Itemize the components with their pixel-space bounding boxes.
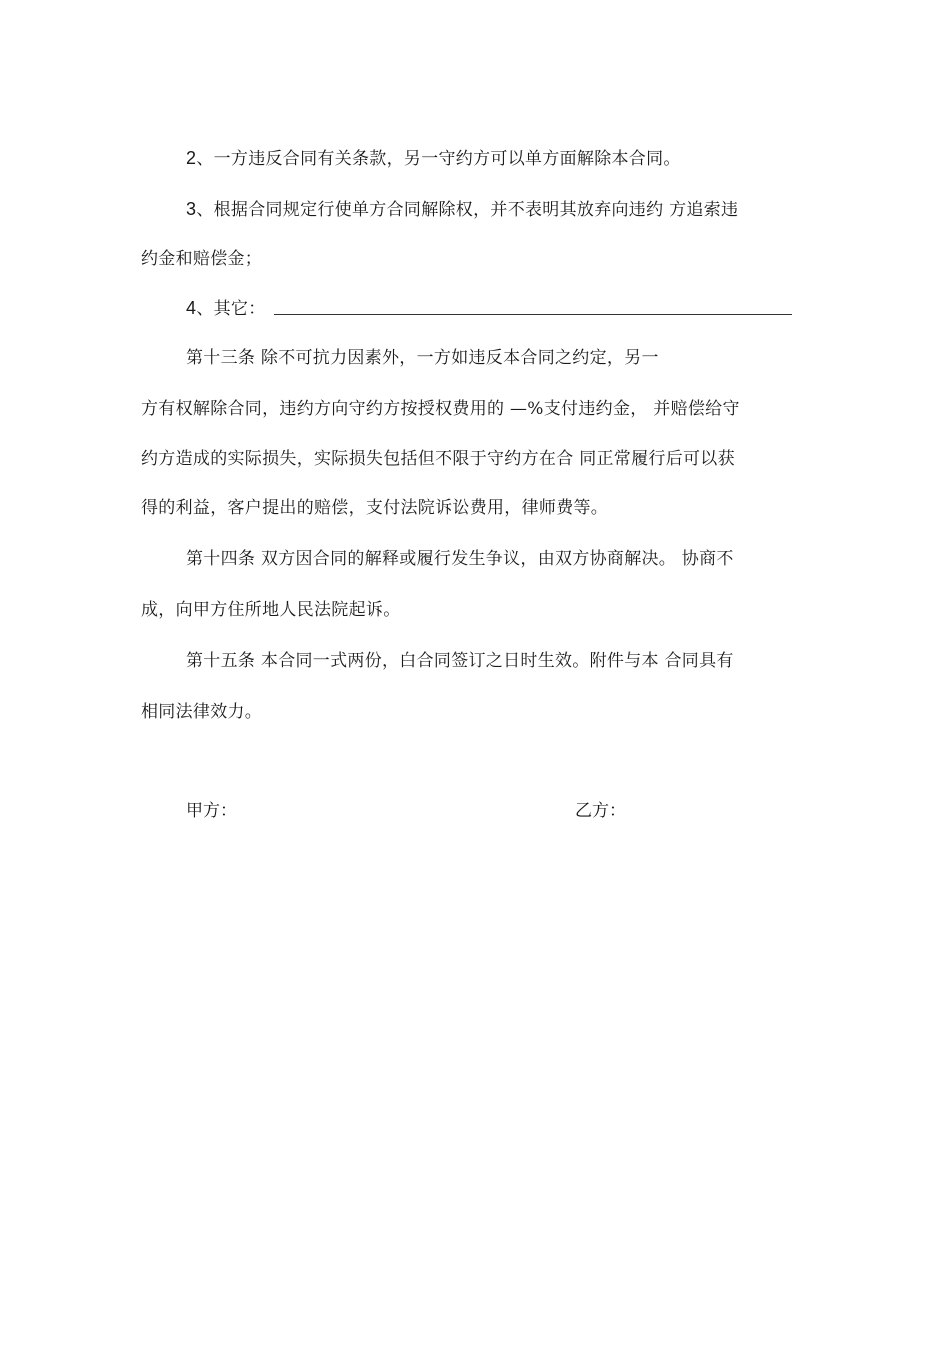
clause-item-2 xyxy=(186,147,681,170)
clause-item-3-line-2: 约金和赔偿金； xyxy=(141,249,263,269)
clause-number: 2 xyxy=(186,148,197,168)
article-14-line-2: 成，向甲方住所地人民法院起诉。 xyxy=(141,600,401,620)
clause-number: 4 xyxy=(186,298,197,318)
clause-text: 、其它： xyxy=(196,299,266,319)
clause-item-4 xyxy=(186,297,266,320)
fill-in-blank-line xyxy=(274,314,792,315)
article-15-line-2: 相同法律效力。 xyxy=(141,702,263,722)
clause-text: 、根据合同规定行使单方合同解除权，并不表明其放弃向违约 方追索违 xyxy=(196,200,739,220)
party-b-signature-label: 乙方： xyxy=(575,801,626,821)
article-15-line-1: 第十五条 本合同一式两份，白合同签订之日时生效。附件与本 合同具有 xyxy=(186,651,734,671)
article-14-line-1: 第十四条 双方因合同的解释或履行发生争议，由双方协商解决。 协商不 xyxy=(186,549,734,569)
article-13-line-3: 约方造成的实际损失，实际损失包括但不限于守约方在合 同正常履行后可以获 xyxy=(141,449,735,469)
article-13-line-4: 得的利益，客户提出的赔偿，支付法院诉讼费用，律师费等。 xyxy=(141,498,609,518)
article-13-line-2: 方有权解除合同，违约方向守约方按授权费用的 —%支付违约金， 并赔偿给守 xyxy=(141,399,740,419)
clause-text: 、一方违反合同有关条款，另一守约方可以单方面解除本合同。 xyxy=(196,149,681,169)
clause-number: 3 xyxy=(186,199,197,219)
party-a-signature-label: 甲方： xyxy=(186,801,237,821)
clause-item-3-line-1 xyxy=(186,198,738,221)
article-13-line-1: 第十三条 除不可抗力因素外，一方如违反本合同之约定，另一 xyxy=(186,348,659,368)
